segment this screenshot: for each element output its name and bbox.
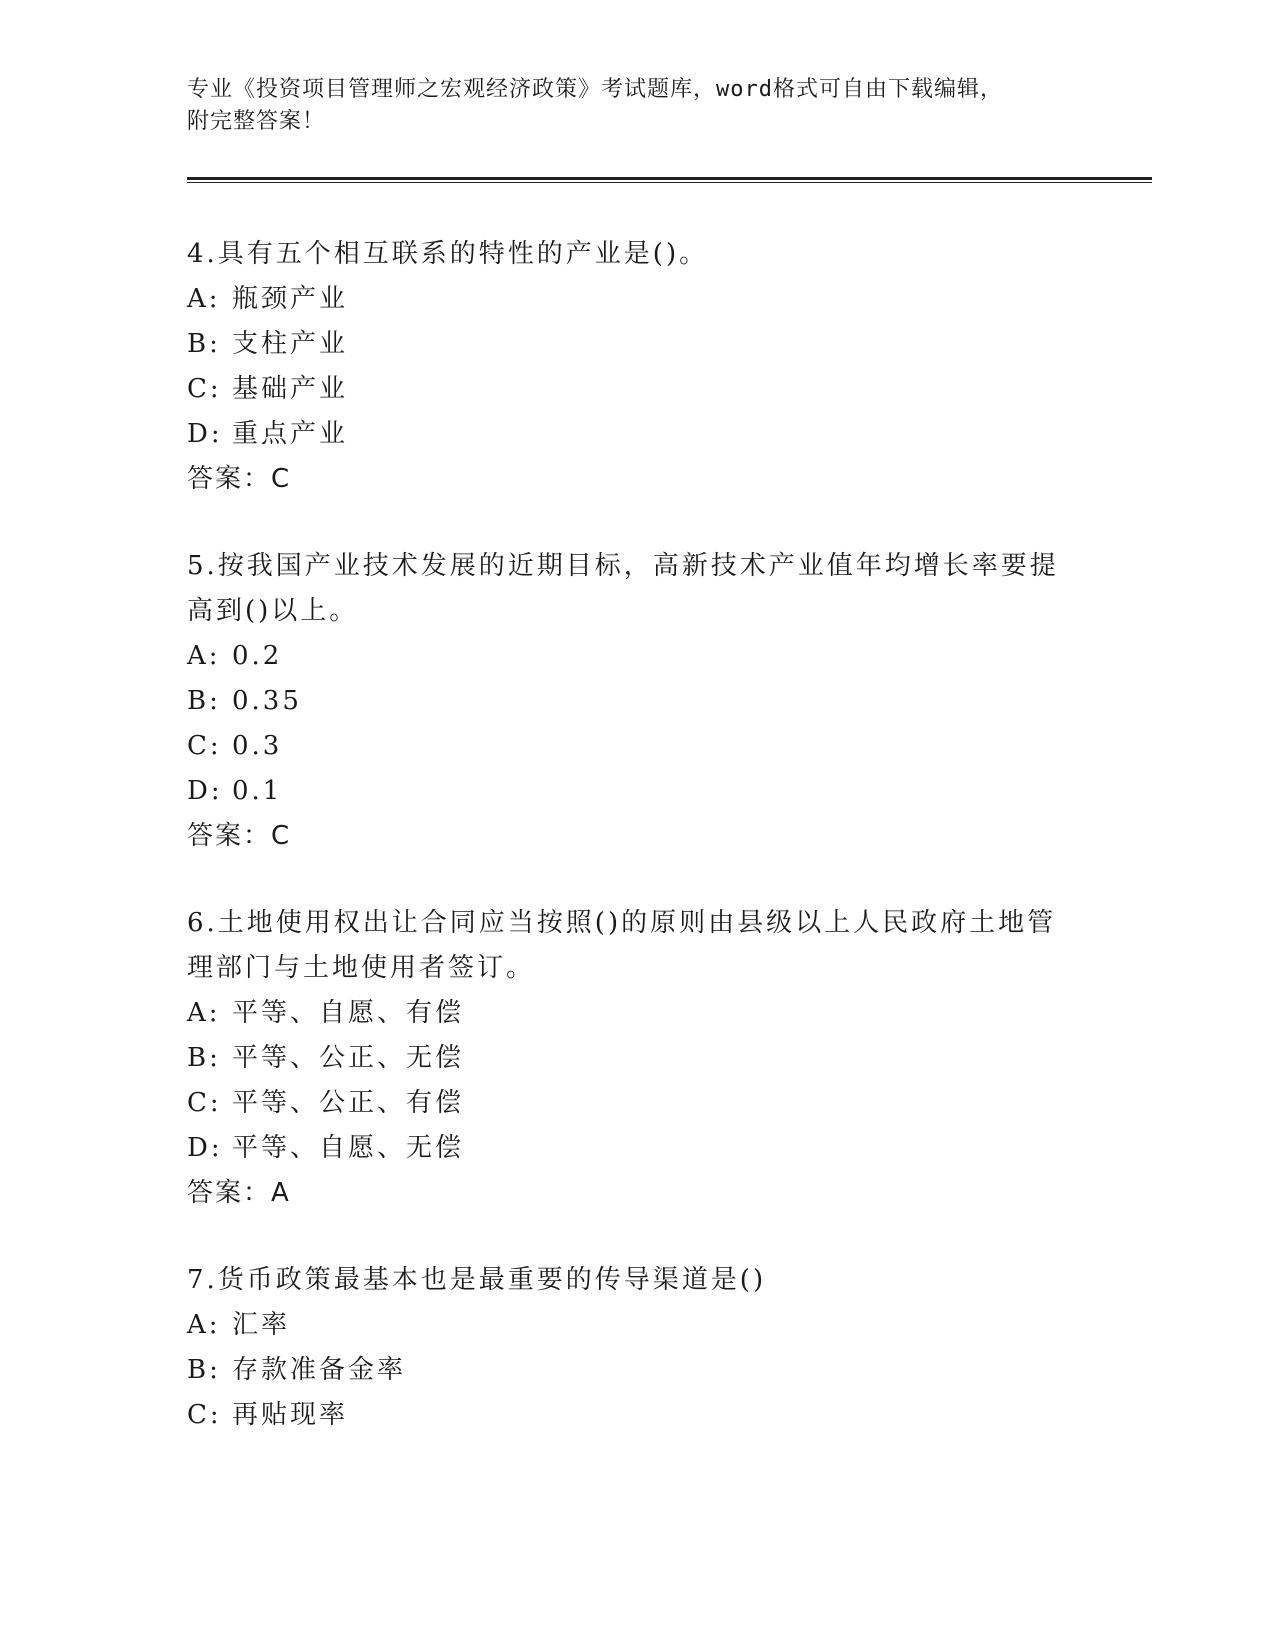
- answer-line: 答案：C: [187, 464, 292, 494]
- option-d: [187, 412, 1067, 457]
- option-letter: C:: [187, 374, 222, 404]
- option-letter: C:: [187, 1400, 222, 1430]
- option-letter: B:: [187, 686, 221, 716]
- option-b: [187, 1348, 1067, 1393]
- option-text: 平等、公正、无偿: [232, 1043, 465, 1073]
- option-text: 汇率: [232, 1310, 291, 1340]
- header-divider-thin: [187, 182, 1152, 183]
- question-5: [187, 544, 1067, 859]
- option-text: 0.35: [232, 686, 302, 716]
- header-line-1: 专业《投资项目管理师之宏观经济政策》考试题库，word格式可自由下载编辑，: [187, 77, 1003, 102]
- question-stem: 4.具有五个相互联系的特性的产业是()。: [187, 239, 709, 269]
- option-letter: D:: [187, 1133, 223, 1163]
- option-letter: D:: [187, 419, 223, 449]
- header-line-2: 附完整答案！: [187, 109, 326, 134]
- question-stem: 6.土地使用权出让合同应当按照()的原则由县级以上人民政府土地管理部门与土地使用者签订。: [187, 908, 1057, 983]
- option-d: [187, 769, 1067, 814]
- question-6: [187, 901, 1067, 1216]
- option-a: [187, 1303, 1067, 1348]
- option-text: 平等、自愿、有偿: [232, 998, 465, 1028]
- option-text: 平等、自愿、无偿: [232, 1133, 465, 1163]
- option-letter: A:: [187, 284, 221, 314]
- option-letter: A:: [187, 641, 221, 671]
- header-divider-thick: [187, 177, 1152, 180]
- option-a: [187, 277, 1067, 322]
- option-c: [187, 1393, 1067, 1438]
- option-text: 支柱产业: [232, 329, 349, 359]
- option-a: [187, 634, 1067, 679]
- option-letter: A:: [187, 998, 221, 1028]
- option-c: [187, 1081, 1067, 1126]
- option-text: 0.2: [232, 641, 283, 671]
- option-text: 再贴现率: [232, 1400, 349, 1430]
- option-letter: D:: [187, 776, 223, 806]
- option-letter: C:: [187, 731, 222, 761]
- option-text: 瓶颈产业: [232, 284, 349, 314]
- option-letter: B:: [187, 329, 221, 359]
- option-c: [187, 724, 1067, 769]
- option-text: 0.3: [232, 731, 283, 761]
- question-list: [187, 232, 1067, 1480]
- option-letter: B:: [187, 1043, 221, 1073]
- option-b: [187, 322, 1067, 367]
- option-letter: B:: [187, 1355, 221, 1385]
- option-text: 0.1: [232, 776, 283, 806]
- option-text: 平等、公正、有偿: [232, 1088, 465, 1118]
- question-7: [187, 1258, 1067, 1438]
- option-b: [187, 1036, 1067, 1081]
- option-letter: A:: [187, 1310, 221, 1340]
- question-stem: 7.货币政策最基本也是最重要的传导渠道是(): [187, 1265, 767, 1295]
- option-b: [187, 679, 1067, 724]
- option-text: 存款准备金率: [232, 1355, 407, 1385]
- question-stem: 5.按我国产业技术发展的近期目标，高新技术产业值年均增长率要提高到()以上。: [187, 551, 1059, 626]
- answer-line: 答案：A: [187, 1178, 291, 1208]
- option-c: [187, 367, 1067, 412]
- option-letter: C:: [187, 1088, 222, 1118]
- option-text: 基础产业: [232, 374, 349, 404]
- option-d: [187, 1126, 1067, 1171]
- option-a: [187, 991, 1067, 1036]
- document-header: [187, 74, 1067, 138]
- option-text: 重点产业: [232, 419, 349, 449]
- answer-line: 答案：C: [187, 821, 292, 851]
- question-4: [187, 232, 1067, 502]
